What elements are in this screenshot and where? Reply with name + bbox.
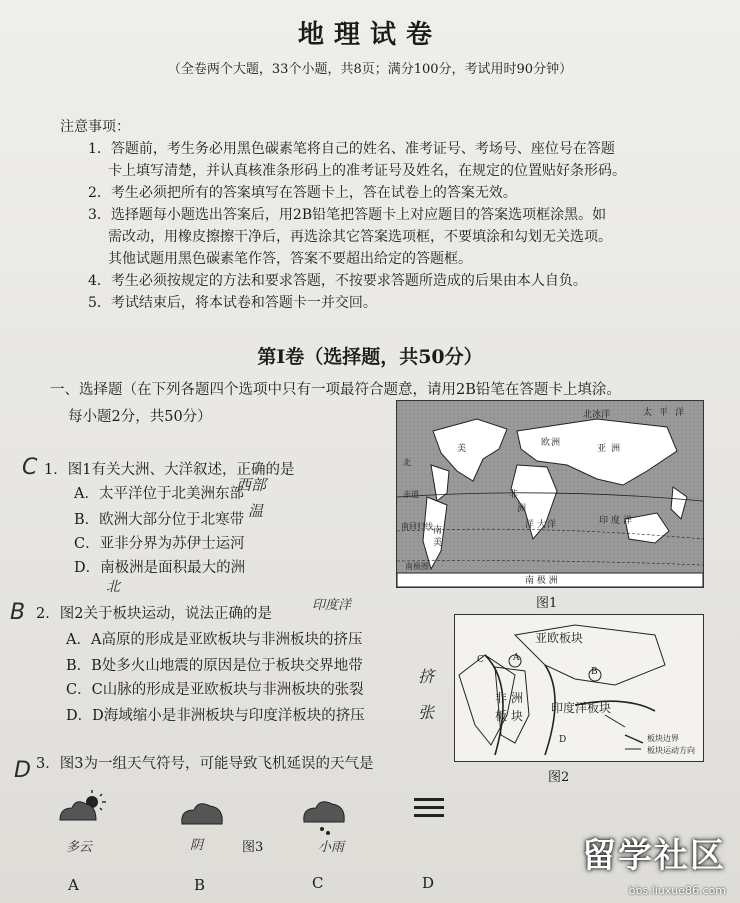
map-label: 大 <box>537 520 547 530</box>
q1-stem: 1．图1有关大洲、大洋叙述，正确的是 <box>44 462 295 478</box>
map-label: 洋 <box>547 520 557 530</box>
map-label: 洋 <box>675 408 685 418</box>
symbol-a-note: 多云 <box>66 840 93 855</box>
symbol-d-label: D <box>422 874 435 892</box>
plate-label: 块 <box>511 709 524 723</box>
map-label: 度 <box>611 516 621 526</box>
part-title: 第Ⅰ卷（选择题，共50分） <box>257 346 483 368</box>
q2-handwritten-note: 张 <box>418 703 435 722</box>
map-label: 洋 <box>525 520 535 530</box>
watermark-url: bbs.liuxue86.com <box>628 884 726 897</box>
world-map-svg <box>397 401 703 587</box>
plate-label: C <box>477 655 484 665</box>
figure-3-caption: 图3 <box>242 840 264 855</box>
map-label: 洲 <box>611 444 621 454</box>
plate-label: D <box>559 735 567 745</box>
map-label: 美 <box>433 538 443 548</box>
section-instruction-2: 每小题2分，共50分） <box>68 409 212 425</box>
q1-answer-mark: C <box>22 455 38 480</box>
fog-icon <box>414 796 444 820</box>
notes-heading: 注意事项： <box>60 119 130 135</box>
q1-option-a: A．太平洋位于北美洲东部 <box>74 486 244 502</box>
map-label: 印 <box>599 516 609 526</box>
q1-option-b: B．欧洲大部分位于北寒带 <box>74 512 245 528</box>
legend-plate-boundary: 板块边界 <box>647 734 679 743</box>
map-label: 北 <box>403 458 411 467</box>
symbol-a-label: A <box>68 876 79 894</box>
q1-option-c: C．亚非分界为苏伊士运河 <box>74 536 245 552</box>
light-rain-icon <box>300 796 348 836</box>
map-label: 洋 <box>623 516 633 526</box>
figure-2-plate-map <box>454 614 704 762</box>
map-label: 平 <box>659 408 669 418</box>
q1-handwritten-note: 西部 <box>236 476 267 494</box>
partly-cloudy-icon <box>56 790 108 826</box>
note-line: 需改动，用橡皮擦擦干净后，再选涂其它答案选项框，不要填涂和勾划无关选项。 <box>108 229 612 245</box>
q2-option-a: A．A高原的形成是亚欧板块与非洲板块的挤压 <box>66 632 363 648</box>
q2-option-c: C．C山脉的形成是亚欧板块与非洲板块的张裂 <box>66 682 364 698</box>
map-label: 北冰洋 <box>583 410 611 420</box>
q2-stem: 2．图2关于板块运动，说法正确的是 <box>36 606 272 622</box>
figure-1-caption: 图1 <box>536 596 558 611</box>
q2-option-b: B．B处多火山地震的原因是位于板块交界地带 <box>66 658 363 674</box>
q1-option-d: D．南极洲是面积最大的洲 <box>74 560 246 576</box>
plate-label: 印度洋板块 <box>551 701 612 715</box>
q2-handwritten-note: 挤 <box>418 667 435 686</box>
q2-answer-mark: B <box>10 600 26 625</box>
note-line: 3．选择题每小题选出答案后，用2B铅笔把答题卡上对应题目的答案选项框涂黑。如 <box>88 207 607 223</box>
map-label: 太 <box>643 408 653 418</box>
q3-answer-mark: D <box>14 758 31 783</box>
plate-label: 板 <box>495 709 508 723</box>
map-label: 南回归线 <box>401 522 433 531</box>
symbol-b-label: B <box>194 876 206 894</box>
map-label: 亚 <box>597 444 607 454</box>
symbol-c-note: 小雨 <box>318 840 345 855</box>
map-label: 非 <box>509 490 519 500</box>
q2-handwritten-note: 印度洋 <box>312 598 352 613</box>
section-instruction: 一、选择题（在下列各题四个选项中只有一项最符合题意，请用2B铅笔在答题卡上填涂。 <box>50 382 621 398</box>
figure-1-world-map <box>396 400 704 588</box>
map-label: 南 极 洲 <box>525 576 558 586</box>
note-line: 5．考试结束后，将本试卷和答题卡一并交回。 <box>88 295 377 311</box>
note-line: 1．答题前，考生务必用黑色碳素笔将自己的姓名、准考证号、考场号、座位号在答题 <box>88 141 615 157</box>
exam-info: （全卷两个大题，33个小题，共8页；满分100分，考试用时90分钟） <box>167 62 573 77</box>
watermark-logo: 留学社区 <box>582 836 726 876</box>
q1-handwritten-note: 北 <box>106 579 120 595</box>
map-label: 赤道 <box>403 490 419 499</box>
note-line: 2．考生必须把所有的答案填写在答题卡上，答在试卷上的答案无效。 <box>88 185 517 201</box>
legend-plate-motion: 板块运动方向 <box>647 746 695 755</box>
figure-2-caption: 图2 <box>548 770 570 785</box>
page-title: 地理试卷 <box>297 20 442 50</box>
note-line: 其他试题用黑色碳素笔作答，答案不要超出给定的答题框。 <box>108 251 472 267</box>
note-line: 4．考生必须按规定的方法和要求答题，不按要求答题所造成的后果由本人自负。 <box>88 273 587 289</box>
symbol-c-label: C <box>312 874 324 892</box>
plate-label: A <box>513 653 520 663</box>
map-label: 南 <box>433 526 443 536</box>
map-label: 欧 <box>541 438 551 448</box>
q1-handwritten-note: 温 <box>248 502 264 520</box>
map-label: 洲 <box>517 504 527 514</box>
overcast-icon <box>178 796 226 828</box>
plate-label: 非 <box>495 691 508 705</box>
map-label: 美 <box>457 444 467 454</box>
map-label: 洲 <box>551 438 561 448</box>
plate-label: 洲 <box>511 691 524 705</box>
note-line: 卡上填写清楚，并认真核准条形码上的准考证号及姓名，在规定的位置贴好条形码。 <box>108 163 626 179</box>
symbol-b-note: 阴 <box>190 838 204 853</box>
q2-option-d: D．D海域缩小是非洲板块与印度洋板块的挤压 <box>66 708 365 724</box>
map-label: 南极圈 <box>405 562 429 571</box>
q3-stem: 3．图3为一组天气符号，可能导致飞机延误的天气是 <box>36 756 374 772</box>
plate-label: B <box>591 667 598 677</box>
plate-label: 亚欧板块 <box>535 631 584 645</box>
